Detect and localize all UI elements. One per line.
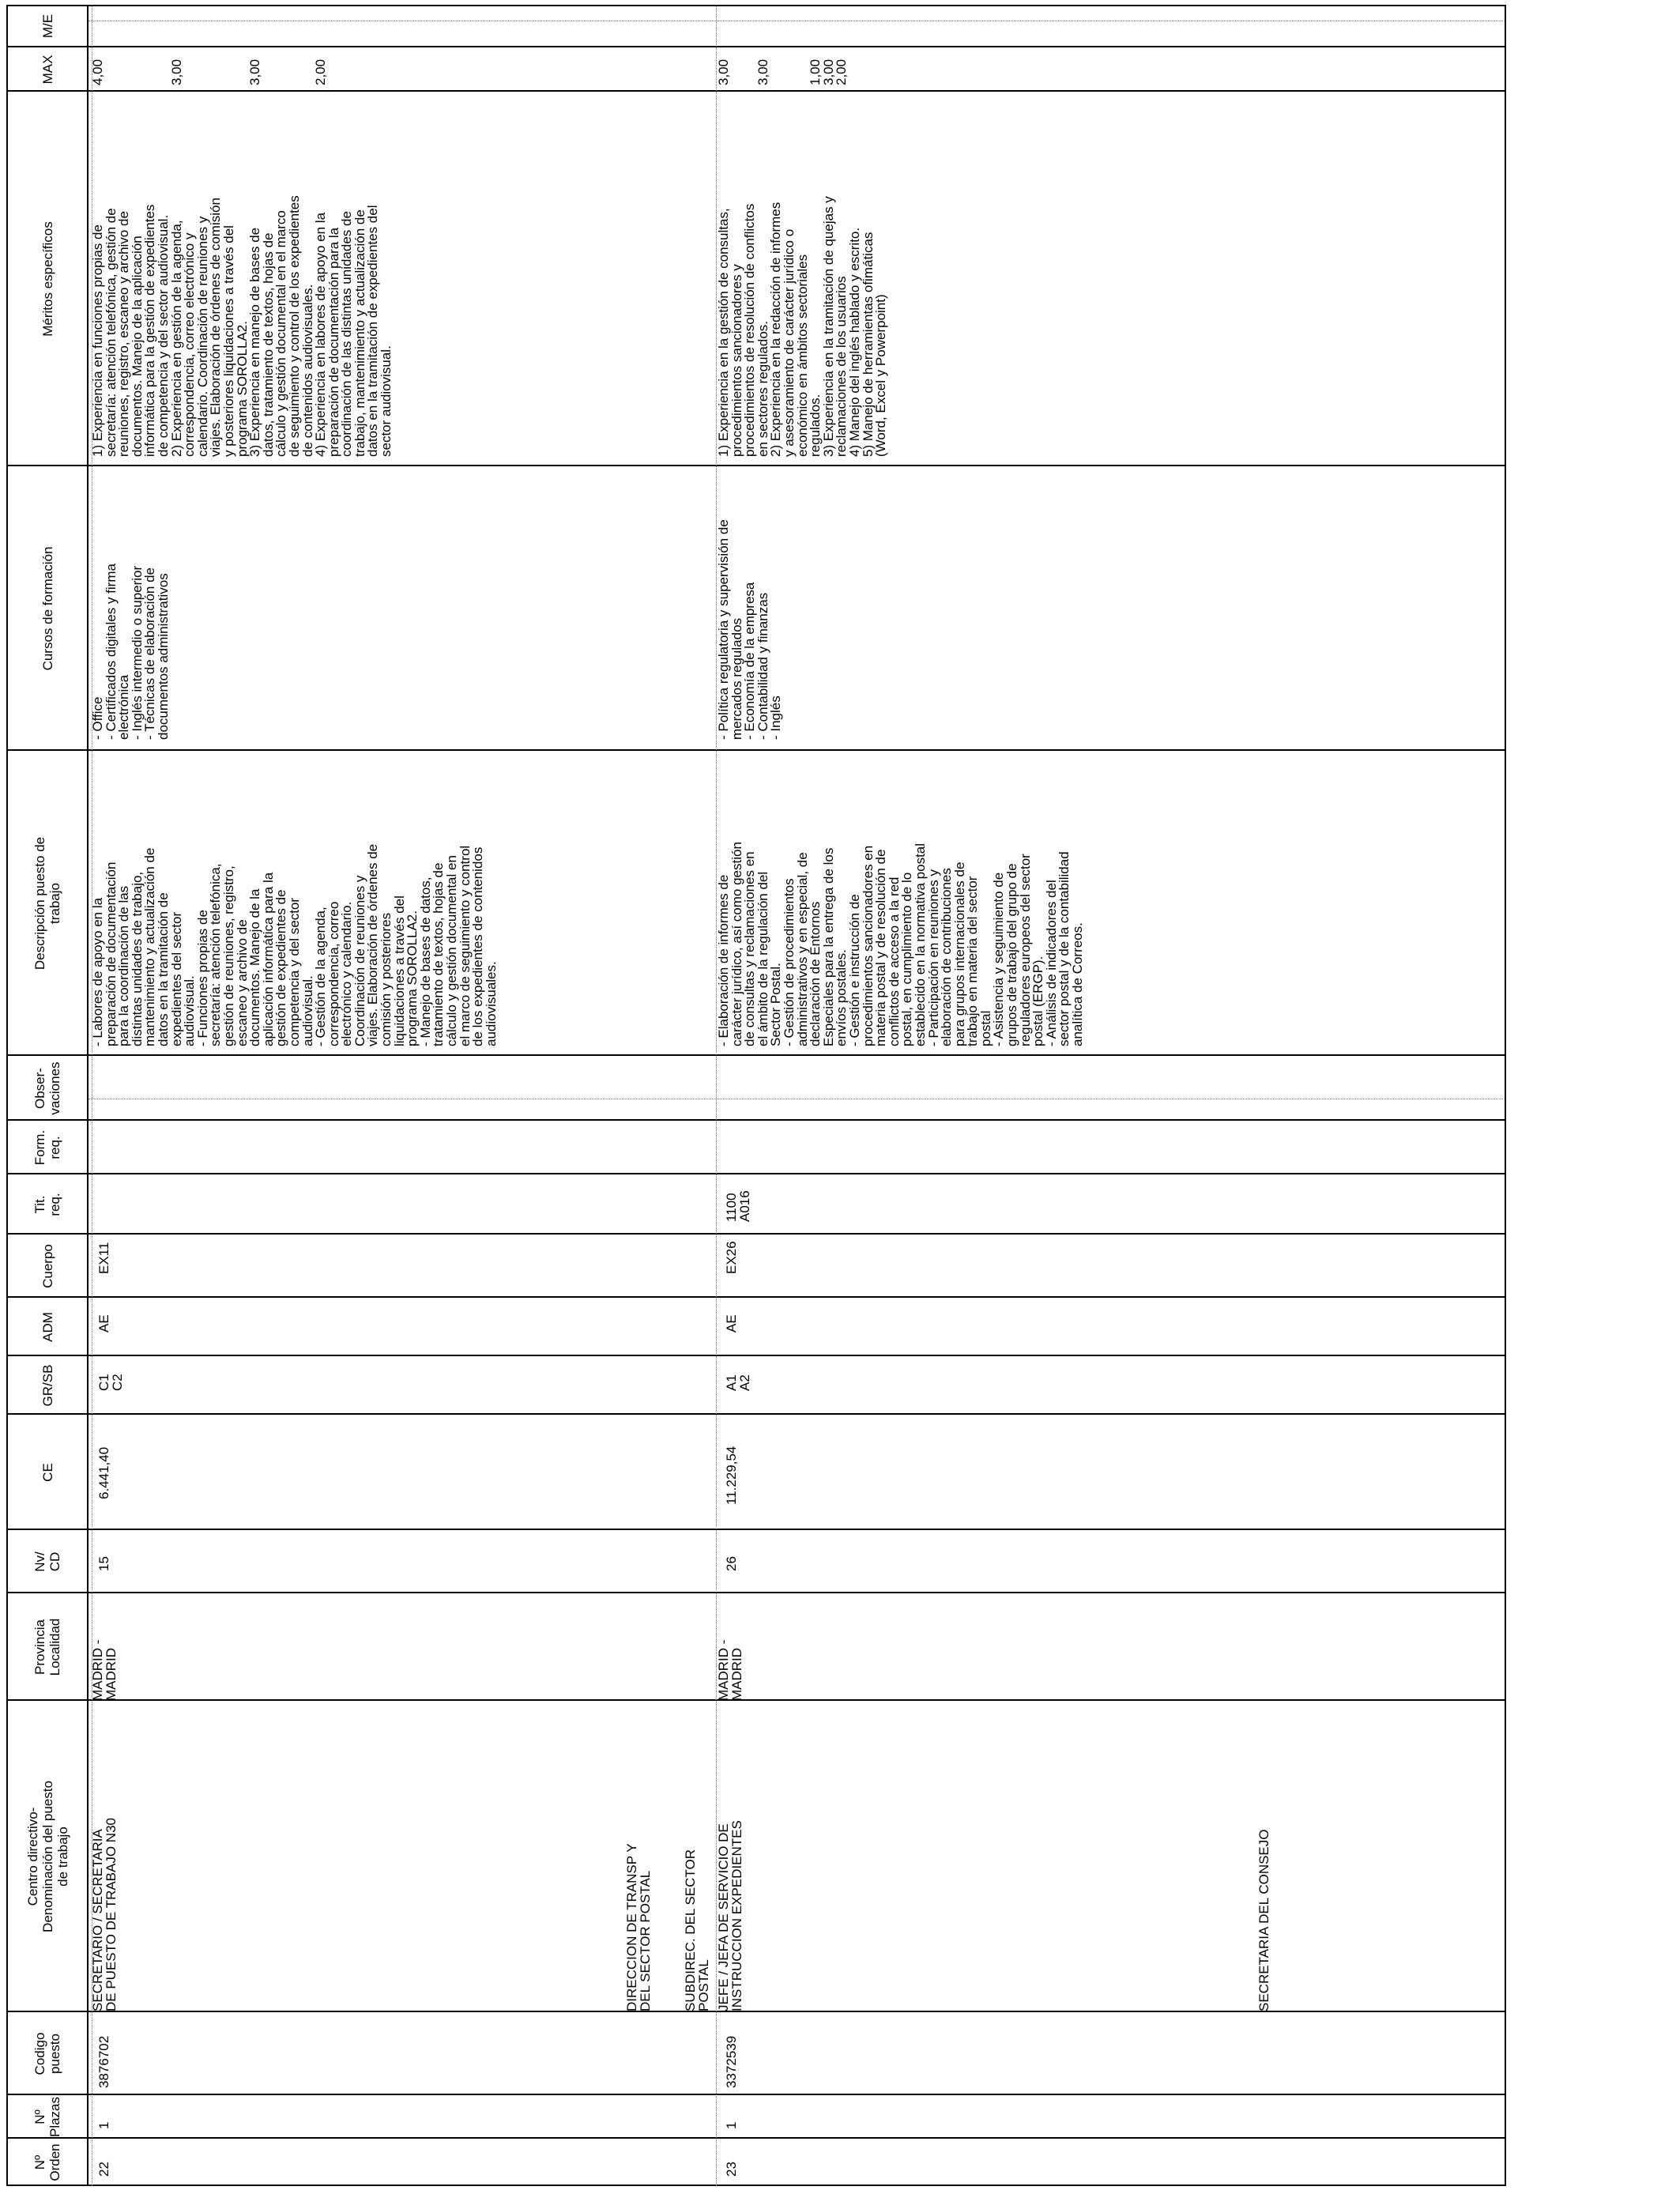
section-subdireccion: SUBDIREC. DEL SECTOR POSTAL: [683, 1849, 711, 2011]
header-adm: ADM: [40, 1312, 55, 1342]
row-23-max: 3,00 3,00 1,00 3,00 2,00: [716, 58, 849, 85]
col-separator: [6, 2137, 1506, 2139]
row-23-denominacion: JEFE / JEFA DE SERVICIO DE INSTRUCCION EXPEDIENTES: [716, 1820, 744, 2011]
col-separator: [6, 1119, 1506, 1121]
row-22-ce: 6.441,40: [96, 1446, 111, 1499]
col-separator: [6, 1592, 1506, 1593]
row-22-grupo: C1 C2: [96, 1374, 125, 1391]
row-23-cursos: - Política regulatoria y supervisión de mercados regulados - Economía de la empresa - Contabilidad y finanzas - Inglés: [716, 519, 784, 740]
row-23-tit: 1100 A016: [724, 1190, 752, 1222]
header-tit: Tit. req.: [32, 1193, 62, 1216]
header-centro: Centro directivo- Denominación del puesto de trabajo: [24, 1781, 70, 1932]
row-23-cuerpo: EX26: [724, 1241, 739, 1274]
row-22-max: 4,00 3,00 3,00 2,00: [90, 58, 329, 85]
header-orden: Nº Orden: [32, 2143, 62, 2181]
col-separator: [6, 749, 1506, 751]
col-separator: [6, 1413, 1506, 1415]
section-direccion: DIRECCION DE TRANSP Y DEL SECTOR POSTAL: [624, 1843, 653, 2011]
row-22-codigo: 3876702: [96, 2035, 111, 2088]
header-observaciones: Obser- vaciones: [32, 1061, 62, 1115]
header-codigo: Codigo puesto: [32, 2032, 62, 2075]
row-23-plazas: 1: [724, 2121, 739, 2129]
header-rule: [87, 5, 89, 2186]
row-22-meritos: 1) Experiencia en funciones propias de secretaría: atención telefónica, gestión de reuniones, registro, escaneo y archivo de documentos. Manejo de la aplicación informática para la gestión de expedientes de competencia y del sector audiovisual. 2) Experiencia en gestión de la agenda, correspondencia, correo electrónico y calendario. Coordinación de reuniones y viajes. Elaboración de órdenes de comisión y posteriores liquidaciones a través del programa SOROLLA2. 3) Experiencia en manejo de bases de datos, tratamiento de textos, hojas de cálculo y gestión documental en el marco de seguimiento y control de los expedientes de contenidos audiovisuales. 4) Experiencia en labores de apoyo en la preparación de documentación para la coordinación de las distintas unidades de trabajo, mantenimiento y actualización de datos en la tramitación de expedientes del sector audiovisual.: [90, 195, 394, 457]
header-ce: CE: [40, 1463, 55, 1482]
row-22-denominacion: SECRETARIO / SECRETARIA DE PUESTO DE TRABAJO N30: [90, 1818, 119, 2011]
row-22-adm: AE: [96, 1314, 111, 1333]
row-22-provincia: MADRID - MADRID: [90, 1639, 119, 1701]
col-separator: [6, 1173, 1506, 1174]
col-separator: [6, 90, 1506, 92]
header-cuerpo: Cuerpo: [40, 1244, 55, 1288]
col-separator: [6, 1355, 1506, 1356]
col-separator: [6, 1233, 1506, 1235]
row-23-descripcion: - Elaboración de informes de carácter jurídico, así como gestión de consultas y reclamaciones en el ámbito de la regulación del Sector Postal. - Gestión de procedimientos administrativos y en especial, de declaración de Entornos Especiales para la entrega de los envíos postales. - Gestión e instrucción de procedimientos sancionadores en materia postal y de resolución de conflictos de acceso a la red postal, en cumplimiento de lo establecido en la normativa postal - Participación en reuniones y elaboración de contribuciones para grupos internacionales de trabajo en materia del sector postal - Asistencia y seguimiento de grupos de trabajo del grupo de reguladores europeos del sector postal (ERGP). - Análisis de indicadores del sector postal y de la contabilidad analítica de Correos.: [716, 842, 1086, 1046]
header-descripcion: Descripción puesto de trabajo: [32, 836, 62, 971]
header-max: MAX: [40, 55, 55, 85]
row-22-orden: 22: [96, 2162, 111, 2177]
row-23-nivel: 26: [724, 1556, 739, 1571]
row-22-nivel: 15: [96, 1556, 111, 1571]
row-22-cuerpo: EX11: [96, 1242, 111, 1274]
col-separator: [6, 1699, 1506, 1701]
col-separator: [6, 2011, 1506, 2012]
header-provincia: Provincia Localidad: [32, 1618, 62, 1676]
row-23-provincia: MADRID - MADRID: [716, 1639, 744, 1701]
header-plazas: Nº Plazas: [32, 2096, 62, 2138]
header-grupo: GR/SB: [40, 1364, 55, 1407]
header-cursos: Cursos de formación: [40, 546, 55, 671]
col-separator: [6, 1296, 1506, 1298]
row-23-codigo: 3372539: [724, 2035, 739, 2088]
section-secretaria: SECRETARIA DEL CONSEJO: [1256, 1829, 1271, 2011]
row-22-cursos: - Office - Certificados digitales y firma electrónica - Inglés intermedio o superior - Técnicas de elaboración de documentos administrativos: [90, 564, 171, 740]
row-23-grupo: A1 A2: [724, 1374, 752, 1391]
col-separator: [6, 2094, 1506, 2095]
row-23-ce: 11.229,54: [724, 1446, 739, 1505]
row-23-orden: 23: [724, 2162, 739, 2177]
col-separator: [6, 1529, 1506, 1530]
col-separator: [6, 46, 1506, 47]
row-22-descripcion: - Labores de apoyo en la preparación de documentación para la coordinación de las distintas unidades de trabajo, mantenimiento y actualización de datos en la tramitación de expedientes del sector audiovisual. - Funciones propias de secretaría: atención telefónica, gestión de reuniones, registro, escaneo y archivo de documentos. Manejo de la aplicación informática para la gestión de expedientes de competencia y del sector audiovisual. - Gestión de la agenda, correspondencia, correo electrónico y calendario. Coordinación de reuniones y viajes. Elaboración de órdenes de comisión y posteriores liquidaciones a través del programa SOROLLA2. - Manejo de bases de datos, tratamiento de textos, hojas de cálculo y gestión documental en el marco de seguimiento y control de los expedientes de contenidos audiovisuales.: [90, 843, 499, 1046]
row-23-meritos: 1) Experiencia en la gestión de consultas, procedimientos sancionadores y procedimientos de resolución de conflictos en sectores regulados. 2) Experiencia en la redacción de informes y asesoramiento de carácter jurídico o económico en ámbitos sectoriales regulados. 3) Experiencia en la tramitación de quejas y reclamaciones de los usuarios 4) Manejo del inglés hablado y escrito. 5) Manejo de herramientas ofimáticas (Word, Excel y Powerpoint): [716, 196, 889, 457]
col-separator: [6, 465, 1506, 466]
header-me: M/E: [40, 13, 55, 39]
row-23-adm: AE: [724, 1314, 739, 1333]
header-form: Form. req.: [32, 1129, 62, 1166]
row-22-plazas: 1: [96, 2121, 111, 2129]
header-nivel: Nv/ CD: [32, 1551, 62, 1572]
header-meritos: Méritos específicos: [40, 221, 55, 337]
col-separator: [6, 1054, 1506, 1056]
